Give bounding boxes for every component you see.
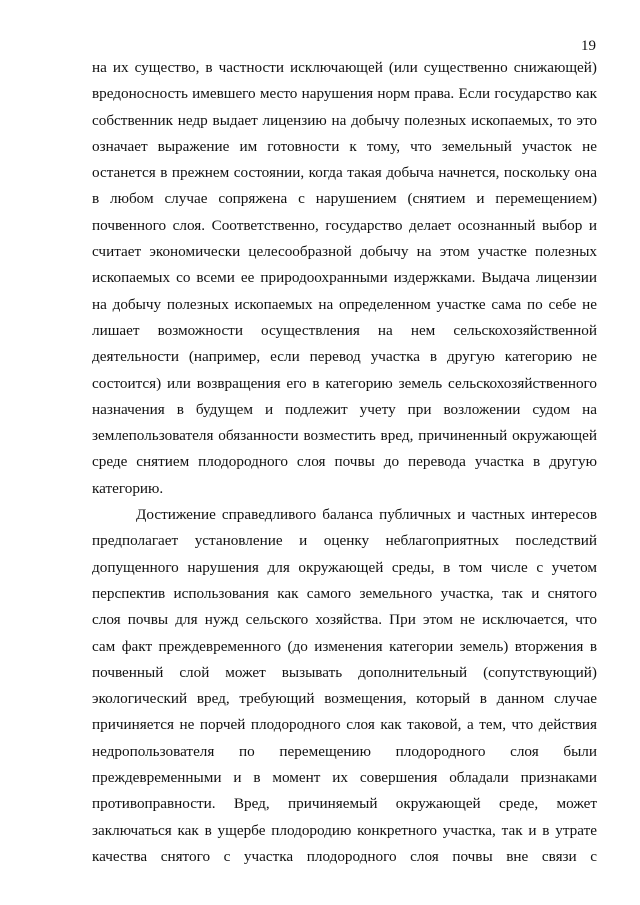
text-line: преждевременными и в момент их совершения обладали признаками — [92, 769, 597, 787]
text-line: ископаемых со всеми ее природоохранными издержками. Выдача лицензии — [92, 269, 597, 287]
text-line: недропользователя по перемещению плодородного слоя были — [92, 742, 597, 760]
text-line: деятельности (например, если перевод участка в другую категорию не — [92, 348, 597, 366]
text-line: среде снятием плодородного слоя почвы до перевода участка в другую — [92, 453, 597, 471]
text-line: сам факт преждевременного (до изменения категории земель) вторжения в — [92, 637, 597, 655]
text-line: состоится) или возвращения его в категорию земель сельскохозяйственного — [92, 374, 597, 392]
text-line: почвенный слой может вызывать дополнительный (сопутствующий) — [92, 663, 597, 681]
text-line: на их существо, в частности исключающей (или существенно снижающей) — [92, 59, 597, 76]
text-line: вредоносность имевшего место нарушения норм права. Если государство как — [92, 85, 597, 103]
text-line: перспектив использования как самого земельного участка, так и снятого — [92, 584, 597, 602]
text-line: считает экономически целесообразной добычу на этом участке полезных — [92, 243, 597, 261]
text-line: качества снятого с участка плодородного слоя почвы вне связи с — [92, 847, 597, 865]
text-line: противоправности. Вред, причиняемый окружающей среде, может — [92, 795, 597, 813]
text-line: лишает возможности осуществления на нем сельскохозяйственной — [92, 321, 597, 339]
body-text — [92, 55, 597, 870]
text-line: назначения в будущем и подлежит учету при возложении судом на — [92, 400, 597, 418]
text-line: категорию. — [92, 479, 164, 497]
text-line: в любом случае сопряжена с нарушением (снятием и перемещением) — [92, 190, 597, 208]
text-line: почвенного слоя. Соответственно, государство делает осознанный выбор и — [92, 216, 597, 234]
text-line: останется в прежнем состоянии, когда такая добыча начнется, поскольку она — [92, 164, 597, 182]
text-line: предполагает установление и оценку неблагоприятных последствий — [92, 532, 597, 550]
text-line: допущенного нарушения для окружающей среды, в том числе с учетом — [92, 558, 597, 576]
text-line: слоя почвы для нужд сельского хозяйства. При этом не исключается, что — [92, 611, 597, 629]
page-number: 19 — [581, 38, 596, 54]
text-line: собственник недр выдает лицензию на добычу полезных ископаемых, то это — [92, 111, 597, 129]
text-line: заключаться как в ущербе плодородию конкретного участка, так и в утрате — [92, 821, 597, 839]
text-line: означает выражение им готовности к тому, что земельный участок не — [92, 137, 597, 155]
text-line: землепользователя обязанности возместить вред, причиненный окружающей — [92, 427, 597, 445]
text-line: Достижение справедливого баланса публичных и частных интересов — [136, 506, 597, 524]
text-line: на добычу полезных ископаемых на определенном участке сама по себе не — [92, 295, 597, 313]
text-line: причиняется не порчей плодородного слоя как таковой, а тем, что действия — [92, 716, 597, 734]
text-line: экологический вред, требующий возмещения, который в данном случае — [92, 690, 597, 708]
